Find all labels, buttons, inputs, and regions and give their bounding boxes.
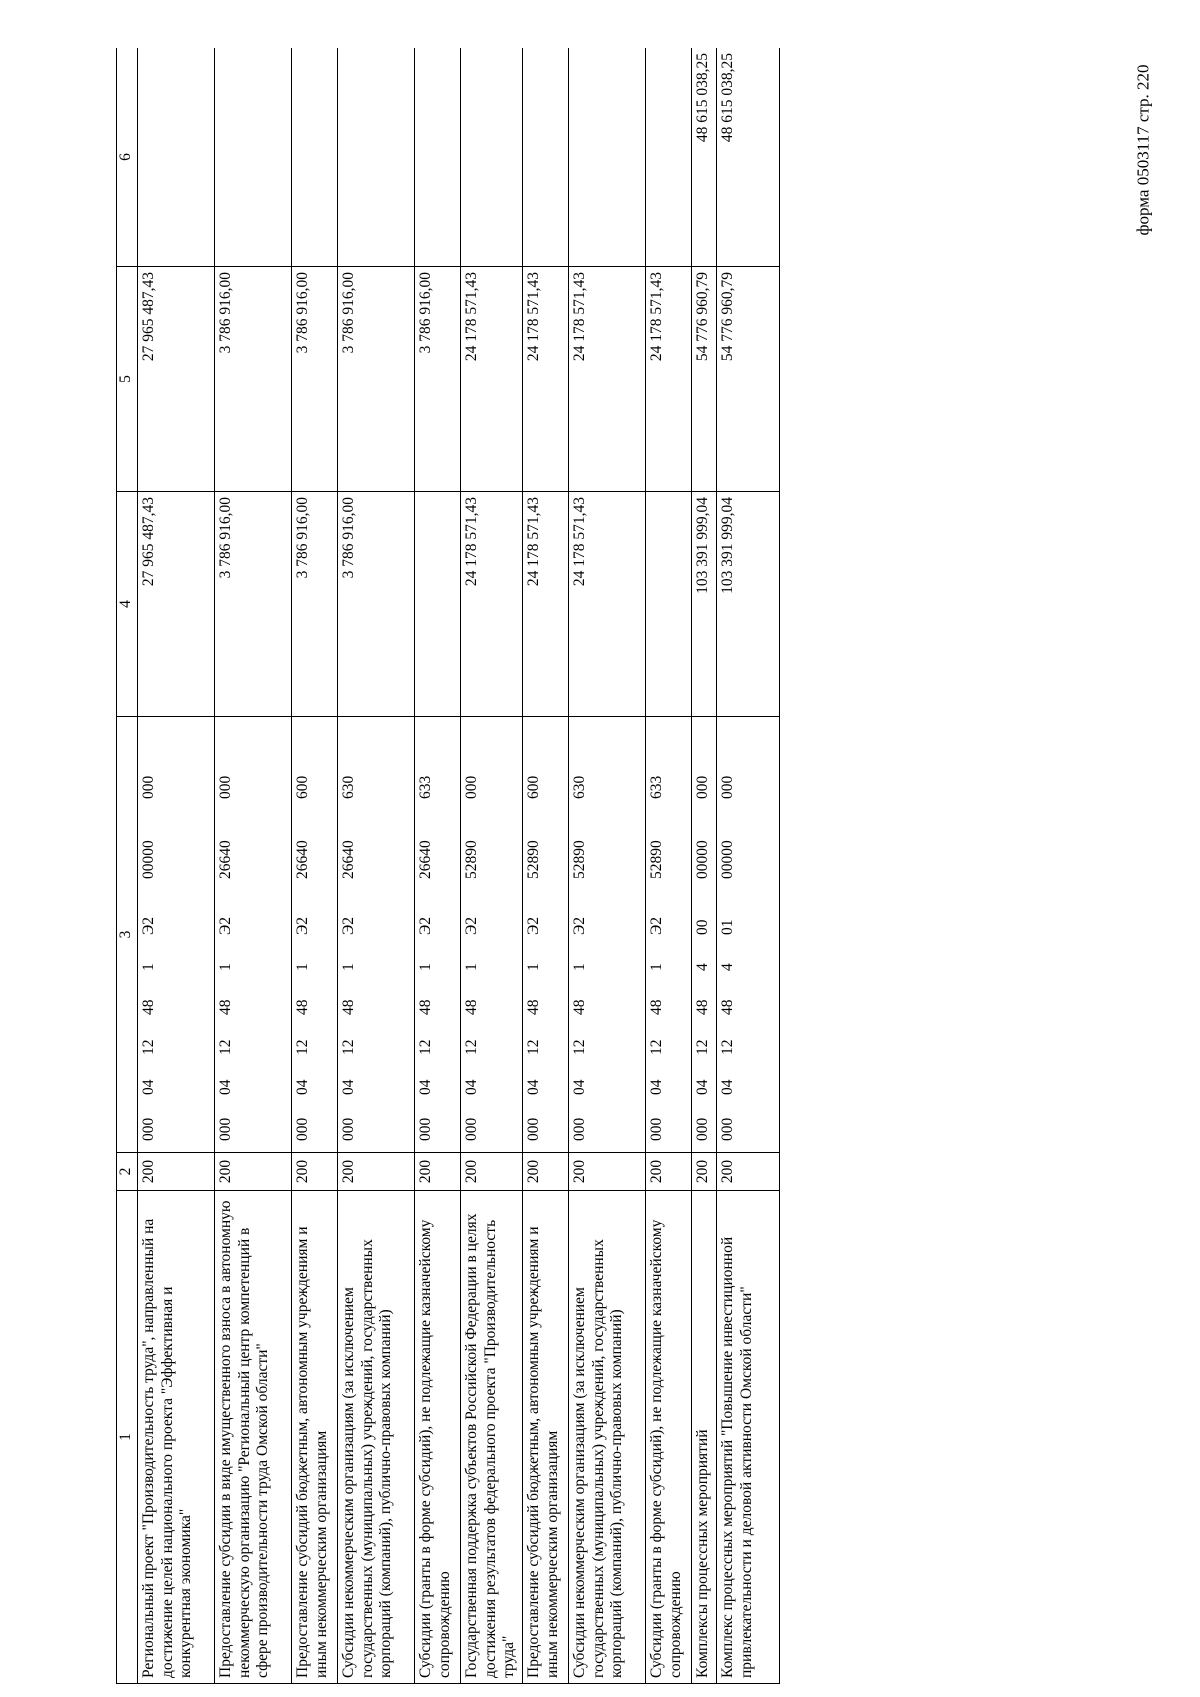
budget-code-part: 48 (694, 999, 711, 1015)
budget-code-part: 1 (648, 963, 665, 971)
budget-code-part: 12 (140, 1039, 157, 1055)
form-page-label (1125, 20, 1161, 280)
row-amount-col5-cell: 3 786 916,00 (415, 267, 461, 492)
column-header: 4 (117, 492, 138, 717)
row-amount-col4-cell: 103 391 999,04 (717, 492, 780, 717)
budget-code-part: 00 (694, 919, 711, 935)
budget-code-part: 000 (140, 775, 157, 799)
column-header: 5 (117, 267, 138, 492)
table-row (646, 48, 692, 1684)
budget-code-part: 52890 (525, 840, 542, 879)
budget-code-parts (525, 722, 544, 1147)
budget-code-parts (294, 722, 313, 1147)
row-budget-code-cell (415, 717, 461, 1153)
budget-code-part: 12 (417, 1039, 434, 1055)
budget-code-part: 000 (719, 1117, 736, 1141)
budget-code-part: 1 (140, 963, 157, 971)
budget-code-part: 000 (694, 1117, 711, 1141)
budget-table-body (117, 48, 780, 1684)
budget-code-part: 12 (463, 1039, 480, 1055)
budget-code-part: 000 (340, 1117, 357, 1141)
budget-code-part: 1 (217, 963, 234, 971)
budget-code-part: 000 (140, 1117, 157, 1141)
budget-code-part: 1 (340, 963, 357, 971)
budget-code-part: 48 (294, 999, 311, 1015)
budget-code-part: 000 (217, 1117, 234, 1141)
budget-code-part: 633 (648, 775, 665, 799)
budget-code-part: 48 (648, 999, 665, 1015)
row-amount-col6-cell (415, 48, 461, 267)
table-row (717, 48, 780, 1684)
row-name-cell: Субсидии некоммерческим организациям (за исключением государственных (муниципальных) учреждений, государственных корпораций (компаний), публично-правовых компаний) (569, 1191, 646, 1684)
row-amount-col5-cell: 27 965 487,43 (138, 267, 215, 492)
row-line-code-cell: 200 (292, 1153, 338, 1191)
row-amount-col5-cell: 54 776 960,79 (717, 267, 780, 492)
table-row (138, 48, 215, 1684)
budget-code-parts (340, 722, 359, 1147)
row-amount-col5-cell: 3 786 916,00 (292, 267, 338, 492)
row-name-cell: Субсидии (гранты в форме субсидий), не подлежащие казначейскому сопровождению (415, 1191, 461, 1684)
budget-code-part: 12 (217, 1039, 234, 1055)
row-line-code-cell: 200 (717, 1153, 780, 1191)
budget-code-parts (719, 722, 738, 1147)
row-amount-col6-cell (138, 48, 215, 267)
row-name-cell: Комплекс процессных мероприятий "Повышение инвестиционной привлекательности и деловой активности Омской области" (717, 1191, 780, 1684)
row-budget-code-cell (138, 717, 215, 1153)
budget-code-part: 12 (648, 1039, 665, 1055)
budget-code-part: 48 (719, 999, 736, 1015)
row-amount-col5-cell: 24 178 571,43 (646, 267, 692, 492)
budget-code-part: 600 (525, 775, 542, 799)
budget-code-part: 000 (463, 775, 480, 799)
budget-code-part: 48 (140, 999, 157, 1015)
budget-code-parts (217, 722, 236, 1147)
budget-code-part: 000 (417, 1117, 434, 1141)
row-name-cell: Комплексы процессных мероприятий (692, 1191, 717, 1684)
row-line-code-cell: 200 (692, 1153, 717, 1191)
row-budget-code-cell (692, 717, 717, 1153)
row-amount-col4-cell: 24 178 571,43 (569, 492, 646, 717)
budget-code-part: 04 (463, 1079, 480, 1095)
row-budget-code-cell (292, 717, 338, 1153)
row-name-cell: Региональный проект "Производительность труда", направленный на достижение целей национального проекта "Эффективная и конкурентная экономика" (138, 1191, 215, 1684)
budget-code-part: 000 (719, 775, 736, 799)
table-row (692, 48, 717, 1684)
budget-code-part: 52890 (463, 840, 480, 879)
budget-code-part: 600 (294, 775, 311, 799)
budget-code-part: 48 (340, 999, 357, 1015)
table-row (569, 48, 646, 1684)
row-budget-code-cell (569, 717, 646, 1153)
row-amount-col4-cell: 103 391 999,04 (692, 492, 717, 717)
budget-code-part: 04 (340, 1079, 357, 1095)
budget-code-part: Э2 (294, 917, 311, 935)
row-amount-col4-cell: 3 786 916,00 (215, 492, 292, 717)
budget-code-part: 04 (648, 1079, 665, 1095)
table-row (461, 48, 523, 1684)
budget-code-part: 04 (571, 1079, 588, 1095)
row-name-cell: Предоставление субсидий бюджетным, автономным учреждениям и иным некоммерческим организациям (292, 1191, 338, 1684)
budget-code-part: Э2 (525, 917, 542, 935)
row-line-code-cell: 200 (569, 1153, 646, 1191)
row-amount-col5-cell: 24 178 571,43 (523, 267, 569, 492)
form-page-label-text: форма 0503117 стр. 220 (1133, 64, 1152, 236)
column-header: 3 (117, 717, 138, 1153)
budget-code-part: 4 (719, 963, 736, 971)
rotated-table-container (116, 48, 939, 1684)
row-name-cell: Государственная поддержка субъектов Российской Федерации в целях достижения результатов федерального проекта "Производительность труда" (461, 1191, 523, 1684)
budget-code-parts (571, 722, 590, 1147)
budget-code-parts (140, 722, 159, 1147)
budget-code-part: 12 (525, 1039, 542, 1055)
budget-code-part: 04 (719, 1079, 736, 1095)
row-amount-col4-cell: 24 178 571,43 (523, 492, 569, 717)
row-budget-code-cell (338, 717, 415, 1153)
budget-code-part: 52890 (648, 840, 665, 879)
row-amount-col6-cell (646, 48, 692, 267)
row-amount-col6-cell (338, 48, 415, 267)
budget-code-part: 000 (694, 775, 711, 799)
budget-code-part: 12 (694, 1039, 711, 1055)
budget-code-part: 04 (140, 1079, 157, 1095)
table-row (523, 48, 569, 1684)
row-name-cell: Предоставление субсидии в виде имущественного взноса в автономную некоммерческую организацию "Региональный центр компетенций в сфере производительности труда Омской области" (215, 1191, 292, 1684)
budget-table (116, 48, 780, 1684)
row-amount-col6-cell: 48 615 038,25 (717, 48, 780, 267)
budget-code-part: 000 (294, 1117, 311, 1141)
column-header: 2 (117, 1153, 138, 1191)
table-row (215, 48, 292, 1684)
row-line-code-cell: 200 (461, 1153, 523, 1191)
budget-code-part: 48 (571, 999, 588, 1015)
row-amount-col4-cell (415, 492, 461, 717)
budget-code-part: 48 (463, 999, 480, 1015)
budget-code-part: Э2 (217, 917, 234, 935)
row-amount-col5-cell: 3 786 916,00 (338, 267, 415, 492)
budget-code-part: Э2 (140, 917, 157, 935)
row-amount-col4-cell (646, 492, 692, 717)
row-amount-col4-cell: 3 786 916,00 (292, 492, 338, 717)
row-line-code-cell: 200 (215, 1153, 292, 1191)
budget-code-part: 26640 (340, 840, 357, 879)
budget-code-part: 12 (340, 1039, 357, 1055)
table-row (415, 48, 461, 1684)
budget-code-part: 00000 (694, 840, 711, 879)
budget-code-part: 1 (294, 963, 311, 971)
row-line-code-cell: 200 (646, 1153, 692, 1191)
budget-code-part: 000 (463, 1117, 480, 1141)
budget-code-part: 52890 (571, 840, 588, 879)
budget-code-part: 12 (294, 1039, 311, 1055)
budget-code-part: 4 (694, 963, 711, 971)
budget-code-parts (648, 722, 667, 1147)
budget-code-part: 48 (525, 999, 542, 1015)
row-amount-col5-cell: 24 178 571,43 (461, 267, 523, 492)
budget-code-part: 04 (694, 1079, 711, 1095)
budget-code-part: 00000 (140, 840, 157, 879)
budget-code-part: Э2 (571, 917, 588, 935)
column-header: 1 (117, 1191, 138, 1684)
row-name-cell: Предоставление субсидий бюджетным, автономным учреждениям и иным некоммерческим организациям (523, 1191, 569, 1684)
row-amount-col6-cell (215, 48, 292, 267)
budget-code-part: 04 (294, 1079, 311, 1095)
row-name-cell: Субсидии (гранты в форме субсидий), не подлежащие казначейскому сопровождению (646, 1191, 692, 1684)
budget-code-part: 01 (719, 919, 736, 935)
budget-code-parts (417, 722, 436, 1147)
row-budget-code-cell (523, 717, 569, 1153)
budget-code-part: 26640 (417, 840, 434, 879)
row-amount-col4-cell: 27 965 487,43 (138, 492, 215, 717)
budget-code-part: 633 (417, 775, 434, 799)
row-line-code-cell: 200 (415, 1153, 461, 1191)
budget-code-parts (694, 722, 713, 1147)
budget-code-part: 26640 (294, 840, 311, 879)
row-amount-col4-cell: 3 786 916,00 (338, 492, 415, 717)
budget-code-part: 630 (340, 775, 357, 799)
budget-code-part: 04 (525, 1079, 542, 1095)
row-amount-col6-cell (523, 48, 569, 267)
row-line-code-cell: 200 (338, 1153, 415, 1191)
budget-code-part: Э2 (340, 917, 357, 935)
row-amount-col5-cell: 3 786 916,00 (215, 267, 292, 492)
row-name-cell: Субсидии некоммерческим организациям (за исключением государственных (муниципальных) учреждений, государственных корпораций (компаний), публично-правовых компаний) (338, 1191, 415, 1684)
budget-code-part: 04 (417, 1079, 434, 1095)
budget-code-part: 000 (571, 1117, 588, 1141)
budget-code-part: 04 (217, 1079, 234, 1095)
budget-code-part: 12 (719, 1039, 736, 1055)
row-amount-col6-cell (461, 48, 523, 267)
budget-code-part: 26640 (217, 840, 234, 879)
table-row (292, 48, 338, 1684)
budget-code-part: 1 (463, 963, 480, 971)
budget-code-part: 630 (571, 775, 588, 799)
row-budget-code-cell (646, 717, 692, 1153)
row-budget-code-cell (461, 717, 523, 1153)
row-amount-col5-cell: 54 776 960,79 (692, 267, 717, 492)
row-amount-col4-cell: 24 178 571,43 (461, 492, 523, 717)
budget-code-part: Э2 (648, 917, 665, 935)
budget-code-part: Э2 (417, 917, 434, 935)
row-amount-col6-cell: 48 615 038,25 (692, 48, 717, 267)
budget-code-part: Э2 (463, 917, 480, 935)
document-viewport (116, 48, 939, 1684)
row-amount-col5-cell: 24 178 571,43 (569, 267, 646, 492)
row-amount-col6-cell (569, 48, 646, 267)
row-budget-code-cell (215, 717, 292, 1153)
budget-code-part: 00000 (719, 840, 736, 879)
budget-code-part: 1 (571, 963, 588, 971)
budget-code-part: 000 (217, 775, 234, 799)
row-line-code-cell: 200 (523, 1153, 569, 1191)
table-row (338, 48, 415, 1684)
budget-code-part: 1 (525, 963, 542, 971)
row-line-code-cell: 200 (138, 1153, 215, 1191)
budget-code-part: 48 (217, 999, 234, 1015)
budget-code-part: 1 (417, 963, 434, 971)
budget-code-part: 12 (571, 1039, 588, 1055)
column-header: 6 (117, 48, 138, 267)
row-budget-code-cell (717, 717, 780, 1153)
budget-code-part: 000 (525, 1117, 542, 1141)
budget-code-part: 48 (417, 999, 434, 1015)
budget-code-part: 000 (648, 1117, 665, 1141)
row-amount-col6-cell (292, 48, 338, 267)
budget-code-parts (463, 722, 482, 1147)
column-number-row (117, 48, 138, 1684)
